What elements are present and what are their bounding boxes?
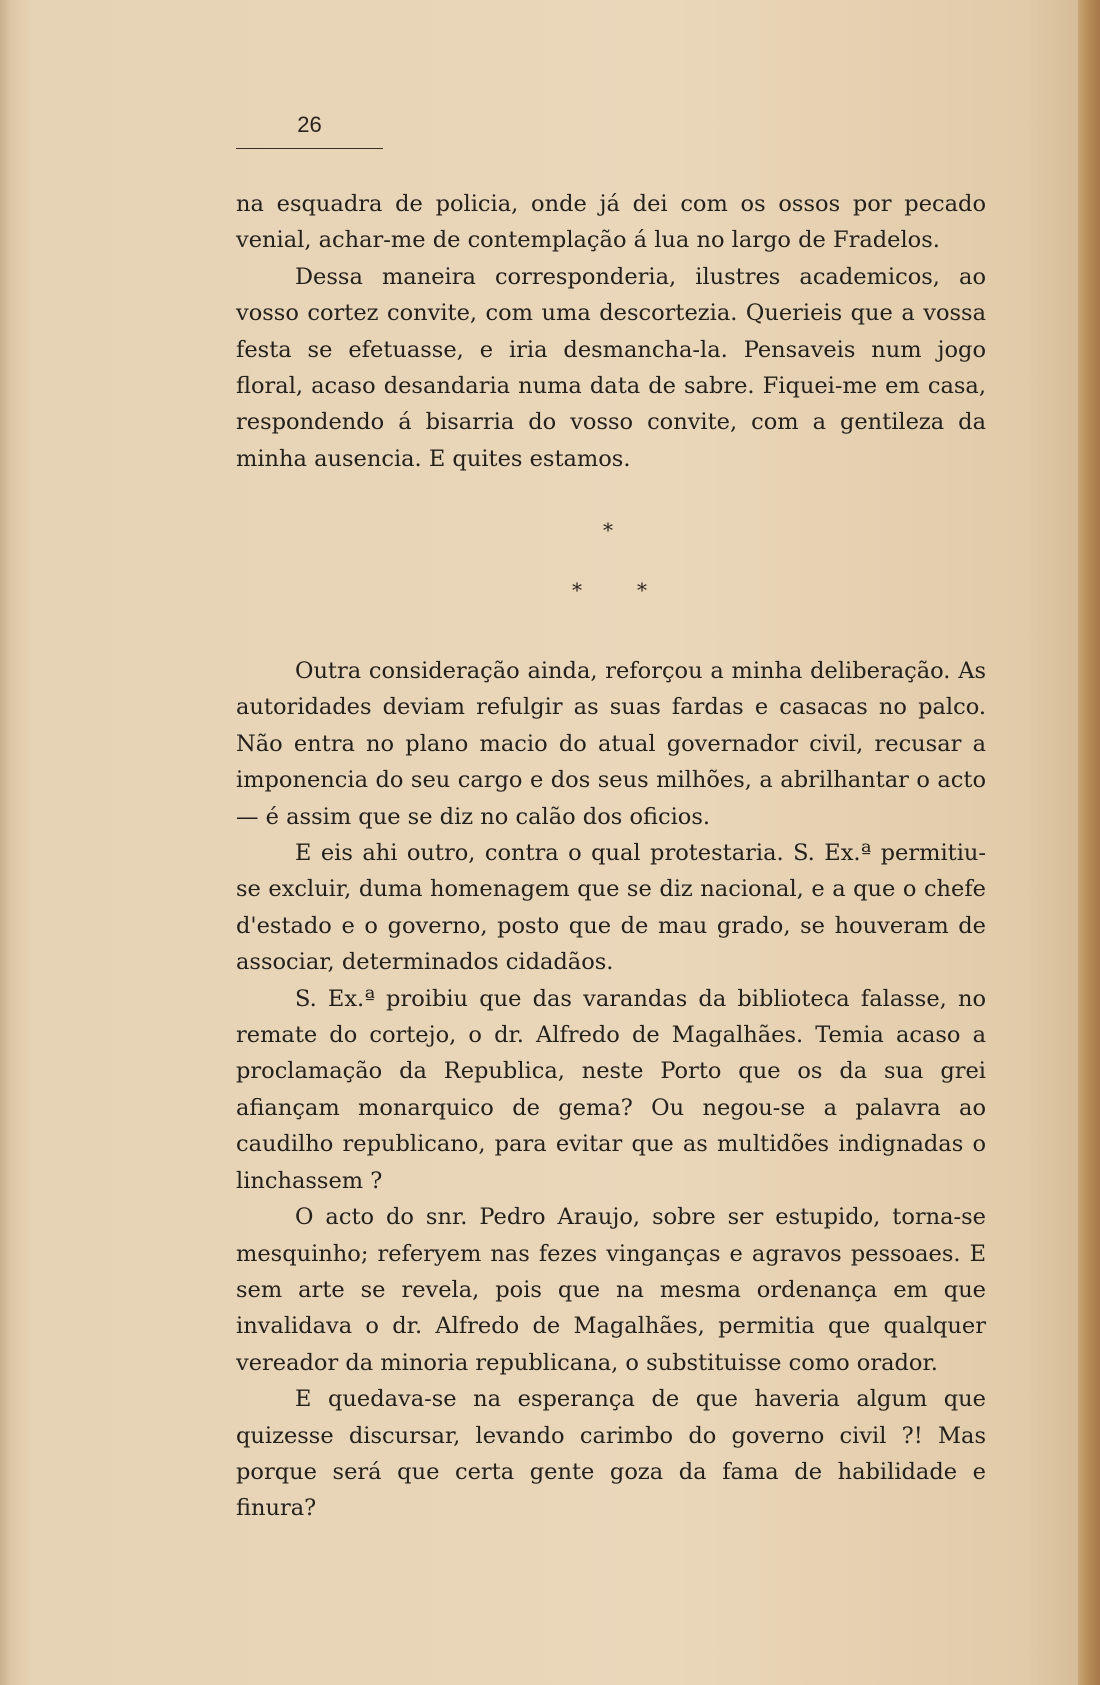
paragraph: Dessa maneira corresponderia, ilustres academicos, ao vosso cortez convite, com uma descortezia. Querieis que a vossa festa se efetuasse, e iria desmancha-la. Pensaveis num jogo floral, acaso desandaria numa data de sabre. Fiquei-me em casa, respondendo á bisarria do vosso convite, com a gentileza da minha ausencia. E quites estamos. <box>236 263 986 472</box>
paragraph: E eis ahi outro, contra o qual protestaria. S. Ex.ª permitiu-se excluir, duma homenagem que se diz nacional, e a que o chefe d'estado e o governo, posto que de mau grado, se houveram de associar, determinados cidadãos. <box>236 840 986 976</box>
section-separator-asterism <box>236 518 986 608</box>
paragraph: E quedava-se na esperança de que haveria algum que quizesse discursar, levando carimbo do governo civil ?! Mas porque será que certa gente goza da fama de habilidade e finura? <box>236 1386 986 1522</box>
asterisk-left: * <box>572 578 582 602</box>
text-block-1 <box>236 186 986 477</box>
paragraph: Outra consideração ainda, reforçou a minha deliberação. As autoridades deviam refulgir as suas fardas e casacas no palco. Não entra no plano macio do atual governador civil, recusar a imponencia do seu cargo e dos seus milhões, a abrilhantar o acto — é assim que se diz no calão dos oficios. <box>236 658 986 830</box>
page-number: 26 <box>297 112 322 137</box>
text-block-2 <box>236 653 986 1527</box>
book-gutter-edge <box>1078 0 1100 1685</box>
paragraph: S. Ex.ª proibiu que das varandas da biblioteca falasse, no remate do cortejo, o dr. Alfredo de Magalhães. Temia acaso a proclamação da Republica, neste Porto que os da sua grei afiançam monarquico de gema? Ou negou-se a palavra ao caudilho republicano, para evitar que as multidões indignadas o linchassem ? <box>236 985 986 1194</box>
asterisk-right: * <box>637 578 647 602</box>
asterisk-top: * <box>603 518 613 542</box>
paragraph-continuation: na esquadra de policia, onde já dei com os ossos por pecado venial, achar-me de contemplação á lua no largo de Fradelos. <box>236 191 986 254</box>
page-number-rule <box>236 148 383 149</box>
paragraph: O acto do snr. Pedro Araujo, sobre ser estupido, torna-se mesquinho; referyem nas fezes vinganças e agravos pessoaes. E sem arte se revela, pois que na mesma ordenança em que invalidava o dr. Alfredo de Magalhães, permitia que qualquer vereador da minoria republicana, o substituisse como orador. <box>236 1204 986 1376</box>
page-left-edge-shadow <box>0 0 10 1685</box>
